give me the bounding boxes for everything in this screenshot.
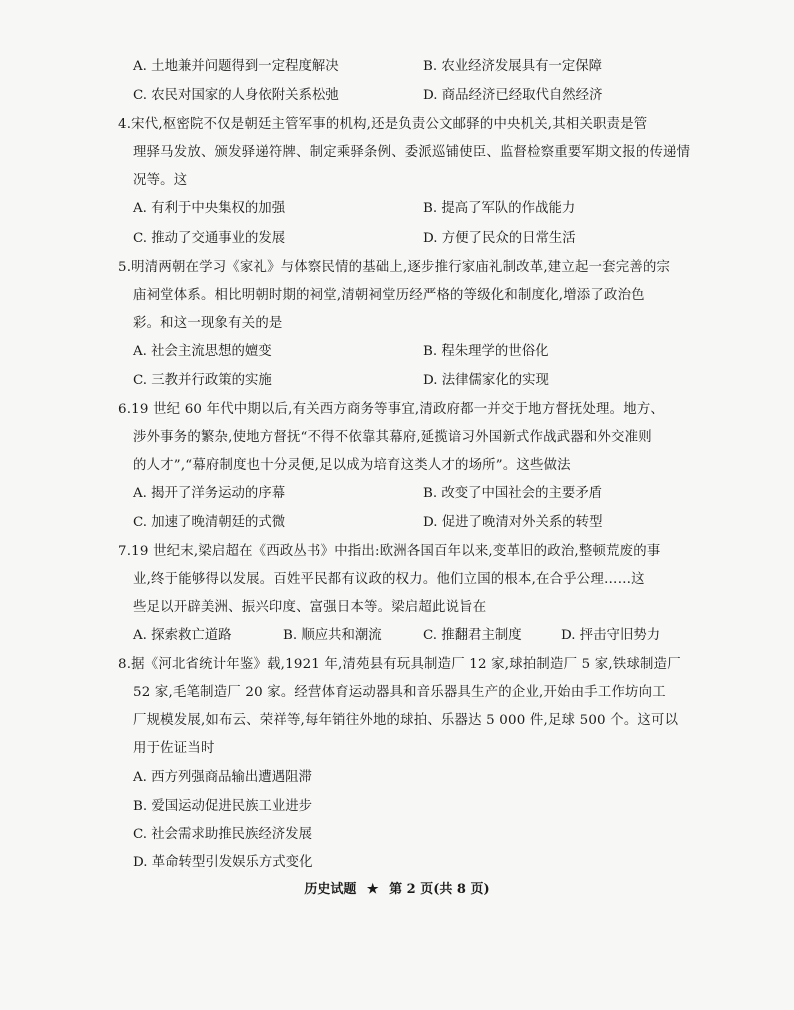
q4-stem-line-1: 4.宋代,枢密院不仅是朝廷主管军事的机构,还是负责公文邮驿的中央机关,其相关职责是管 (118, 117, 648, 132)
q3-option-c: C. 农民对国家的人身依附关系松弛 (133, 88, 339, 103)
q6-option-d: D. 促进了晚清对外关系的转型 (423, 515, 603, 530)
q4-option-a: A. 有利于中央集权的加强 (133, 201, 286, 216)
q6-option-b: B. 改变了中国社会的主要矛盾 (423, 486, 603, 501)
q5-option-c: C. 三教并行政策的实施 (133, 373, 272, 388)
q3-option-b: B. 农业经济发展具有一定保障 (423, 59, 603, 74)
q7-option-d: D. 抨击守旧势力 (561, 628, 661, 643)
q6-stem-line-3: 的人才”,“幕府制度也十分灵便,足以成为培育这类人才的场所”。这些做法 (133, 458, 571, 473)
q4-option-b: B. 提高了军队的作战能力 (423, 201, 576, 216)
q8-option-a: A. 西方列强商品输出遭遇阻滞 (133, 770, 312, 785)
q7-stem-line-1: 7.19 世纪末,梁启超在《西政丛书》中指出:欧洲各国百年以来,变革旧的政治,整顿荒废的事 (118, 544, 661, 559)
q3-option-d: D. 商品经济已经取代自然经济 (423, 88, 603, 103)
q8-option-c: C. 社会需求助推民族经济发展 (133, 827, 312, 842)
q7-option-a: A. 探索救亡道路 (133, 628, 232, 643)
q4-stem-line-3: 况等。这 (133, 173, 188, 188)
q5-option-a: A. 社会主流思想的嬗变 (133, 344, 272, 359)
q5-stem-line-2: 庙祠堂体系。相比明朝时期的祠堂,清朝祠堂历经严格的等级化和制度化,增添了政治色 (133, 288, 645, 303)
q3-option-a: A. 土地兼并问题得到一定程度解决 (133, 59, 339, 74)
q5-option-b: B. 程朱理学的世俗化 (423, 344, 549, 359)
q7-stem-line-2: 业,终于能够得以发展。百姓平民都有议政的权力。他们立国的根本,在合乎公理……这 (133, 572, 645, 587)
star-icon: ★ (366, 882, 379, 897)
q8-stem-line-4: 用于佐证当时 (133, 741, 215, 756)
q4-option-d: D. 方便了民众的日常生活 (423, 231, 576, 246)
q8-option-b: B. 爱国运动促进民族工业进步 (133, 799, 313, 814)
q5-stem-line-1: 5.明清两朝在学习《家礼》与体察民情的基础上,逐步推行家庙礼制改革,建立起一套完善的宗 (118, 260, 671, 275)
q4-stem-line-2: 理驿马发放、颁发驿递符牌、制定乘驿条例、委派巡铺使臣、监督检察重要军期文报的传递情 (133, 145, 691, 160)
q8-stem-line-3: 厂规模发展,如布云、荣祥等,每年销往外地的球拍、乐器达 5 000 件,足球 500 个。这可以 (133, 713, 679, 728)
q5-stem-line-3: 彩。和这一现象有关的是 (133, 316, 283, 331)
q8-option-d: D. 革命转型引发娱乐方式变化 (133, 855, 313, 870)
q6-option-a: A. 揭开了洋务运动的序幕 (133, 486, 286, 501)
q7-option-c: C. 推翻君主制度 (423, 628, 522, 643)
q4-option-c: C. 推动了交通事业的发展 (133, 231, 286, 246)
q8-stem-line-1: 8.据《河北省统计年鉴》载,1921 年,清苑县有玩具制造厂 12 家,球拍制造厂 5 家,铁球制造厂 (118, 657, 681, 672)
q6-option-c: C. 加速了晚清朝廷的式微 (133, 515, 286, 530)
q6-stem-line-1: 6.19 世纪 60 年代中期以后,有关西方商务等事宜,清政府都一并交于地方督抚处理。地方、 (118, 402, 665, 417)
q6-stem-line-2: 涉外事务的繁杂,使地方督抚“不得不依靠其幕府,延揽谙习外国新式作战武器和外交准则 (133, 430, 652, 445)
q8-stem-line-2: 52 家,毛笔制造厂 20 家。经营体育运动器具和音乐器具生产的企业,开始由手工作坊向工 (133, 685, 666, 700)
footer-subject: 历史试题 (304, 882, 357, 897)
page-footer (0, 878, 794, 897)
q5-option-d: D. 法律儒家化的实现 (423, 373, 549, 388)
q7-stem-line-3: 些足以开辟美洲、振兴印度、富强日本等。梁启超此说旨在 (133, 600, 487, 615)
footer-page-number: 第 2 页(共 8 页) (389, 882, 490, 897)
q7-option-b: B. 顺应共和潮流 (283, 628, 382, 643)
